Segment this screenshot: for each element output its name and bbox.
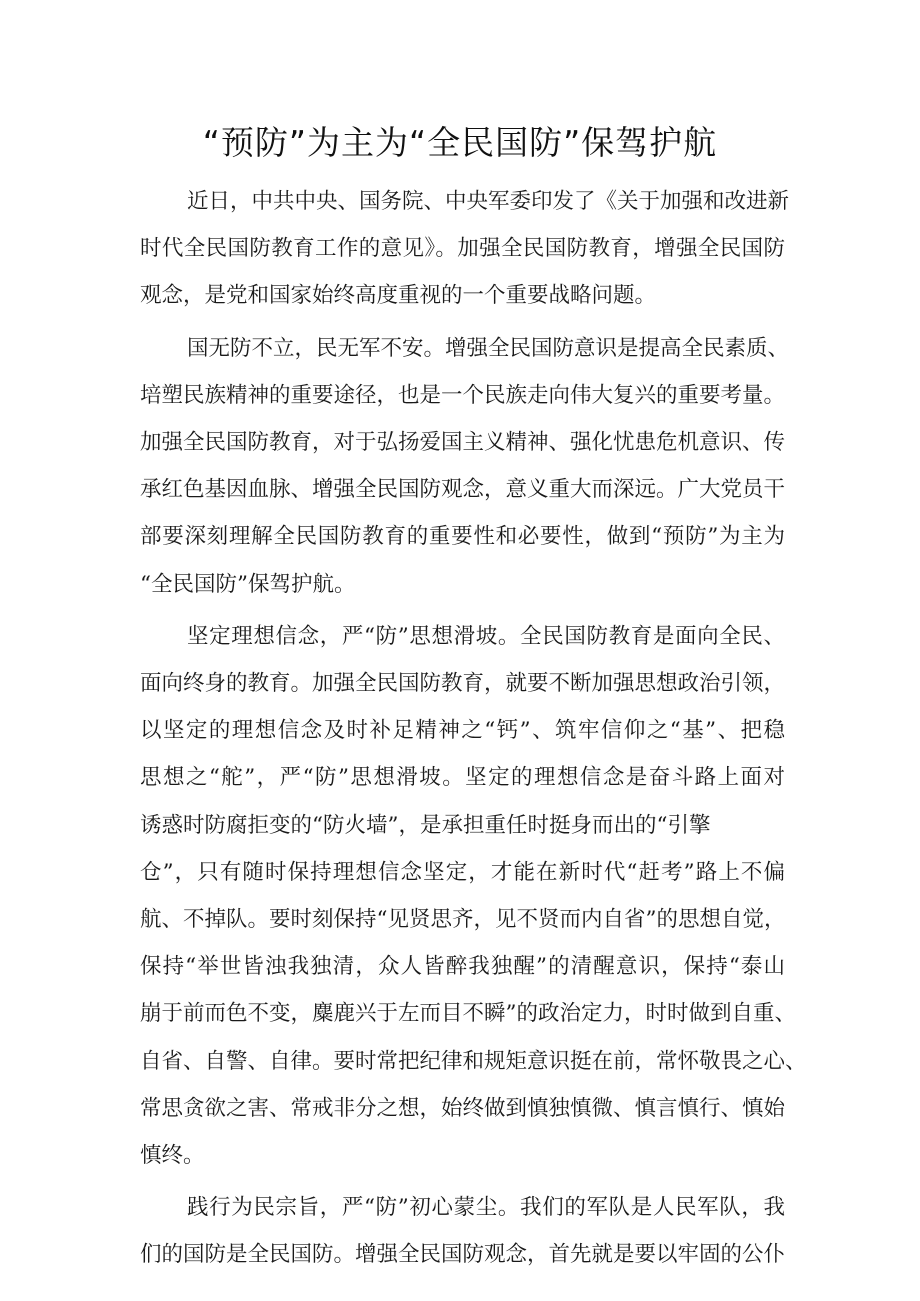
paragraph-1 (140, 178, 790, 320)
text-line: 仓”，只有随时保持理想信念坚定，才能在新时代“赶考”路上不偏 (140, 859, 785, 885)
text-line: 观念，是党和国家始终高度重视的一个重要战略问题。 (140, 283, 657, 309)
text-line: 思想之“舵”，严“防”思想滑坡。坚定的理想信念是奋斗路上面对 (140, 765, 785, 791)
text-line: 时代全民国防教育工作的意见》。加强全民国防教育，增强全民国防 (140, 236, 785, 262)
text-line: 航、不掉队。要时刻保持“见贤思齐，见不贤而内自省”的思想自觉， (140, 907, 786, 933)
text-line: 们的国防是全民国防。增强全民国防观念，首先就是要以牢固的公仆 (140, 1242, 786, 1268)
paragraph-3 (140, 613, 807, 1179)
text-line: 崩于前而色不变，麋鹿兴于左而目不瞬”的政治定力，时时做到自重、 (140, 1001, 796, 1027)
text-line: 慎终。 (140, 1143, 205, 1169)
text-line: 承红色基因血脉、增强全民国防观念，意义重大而深远。广大党员干 (140, 477, 786, 503)
text-line: 保持“举世皆浊我独清，众人皆醉我独醒”的清醒意识，保持“泰山 (140, 954, 785, 980)
text-line: “全民国防”保驾护航。 (140, 571, 356, 597)
text-line: 近日，中共中央、国务院、中央军委印发了《关于加强和改进新 (187, 189, 790, 214)
document-title: “预防”为主为“全民国防”保驾护航 (202, 123, 718, 162)
text-line: 面向终身的教育。加强全民国防教育，就要不断加强思想政治引领， (140, 671, 786, 697)
paragraph-2 (140, 325, 790, 608)
text-line: 部要深刻理解全民国防教育的重要性和必要性，做到“预防”为主为 (140, 524, 785, 550)
text-line: 践行为民宗旨，严“防”初心蒙尘。我们的军队是人民军队，我 (187, 1195, 785, 1221)
text-line: 常思贪欲之害、常戒非分之想，始终做到慎独慎微、慎言慎行、慎始 (140, 1095, 786, 1121)
text-line: 国无防不立，民无军不安。增强全民国防意识是提高全民素质、 (187, 335, 790, 361)
document-body (140, 178, 807, 1284)
text-line: 自省、自警、自律。要时常把纪律和规矩意识挺在前，常怀敬畏之心、 (140, 1048, 807, 1074)
paragraph-4 (140, 1184, 785, 1278)
text-line: 诱惑时防腐拒变的“防火墙”，是承担重任时挺身而出的“引擎 (140, 812, 711, 838)
text-line: 加强全民国防教育，对于弘扬爱国主义精神、强化忧患危机意识、传 (140, 430, 786, 456)
text-line: 坚定理想信念，严“防”思想滑坡。全民国防教育是面向全民、 (187, 623, 785, 649)
text-line: 以坚定的理想信念及时补足精神之“钙”、筑牢信仰之“基”、把稳 (140, 718, 785, 744)
text-line: 培塑民族精神的重要途径，也是一个民族走向伟大复兴的重要考量。 (140, 382, 786, 408)
